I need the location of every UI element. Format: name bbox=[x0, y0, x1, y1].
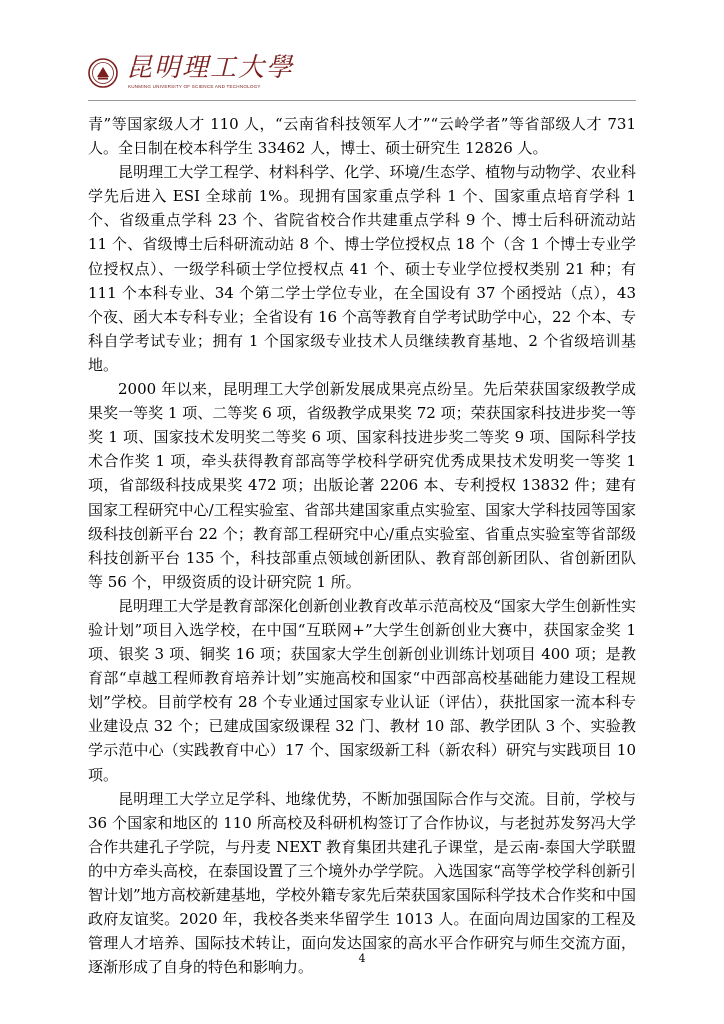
document-body bbox=[88, 112, 636, 979]
paragraph-international-cooperation: 昆明理工大学立足学科、地缘优势，不断加强国际合作与交流。目前，学校与 36 个国家和地区的 110 所高校及科研机构签订了合作协议，与老挝苏发努冯大学合作共建孔子学院，与丹麦 NEXT 教育集团共建孔子课堂，是云南-泰国大学联盟的中方牵头高校，在泰国设置了三个境外办学学院。入选国家“高等学校学科创新引智计划”地方高校新建基地，学校外籍专家先后荣获国家国际科学技术合作奖和中国政府友谊奖。2020 年，我校各类来华留学生 1013 人。在面向周边国家的工程及管理人才培养、国际技术转让，面向发达国家的高水平合作研究与师生交流方面，逐渐形成了自身的特色和影响力。 bbox=[88, 789, 636, 977]
logo-chinese-name: 昆明理工大學 bbox=[126, 53, 295, 83]
logo-english-name: KUNMING UNIVERSITY OF SCIENCE AND TECHNOLOGY bbox=[128, 84, 261, 89]
paragraph-continued: 青”等国家级人才 110 人，“云南省科技领军人才”“云岭学者”等省部级人才 731 人。全日制在校本科学生 33462 人，博士、硕士研究生 12826 人。 bbox=[88, 115, 636, 158]
university-header bbox=[88, 52, 295, 96]
page-number: 4 bbox=[358, 952, 366, 965]
paragraph-innovation-education: 昆明理工大学是教育部深化创新创业教育改革示范高校及“国家大学生创新性实验计划”项目入选学校，在中国“互联网+”大学生创新创业大赛中，获国家金奖 1 项、银奖 3 项、铜奖 16 项；获国家大学生创新创业训练计划项目 400 项；是教育部“卓越工程师教育培养计划”实施高校和国家“中西部高校基础能力建设工程规划”学校。目前学校有 28 个专业通过国家专业认证（评估），获批国家一流本科专业建设点 32 个；已建成国家级课程 32 门、教材 10 部、教学团队 3 个、实验教学示范中心（实践教育中心）17 个、国家级新工科（新农科）研究与实践项目 10 项。 bbox=[88, 596, 636, 784]
university-seal-icon bbox=[88, 58, 118, 88]
paragraph-disciplines: 昆明理工大学工程学、材料科学、化学、环境/生态学、植物与动物学、农业科学先后进入 ESI 全球前 1%。现拥有国家重点学科 1 个、国家重点培育学科 1 个、省级重点学科 23 个、省院省校合作共建重点学科 9 个、博士后科研流动站 11 个、省级博士后科研流动站 8 个、博士学位授权点 18 个（含 1 个博士专业学位授权点）、一级学科硕士学位授权点 41 个、硕士专业学位授权类别 21 种；有 111 个本科专业、34 个第二学士学位专业，在全国设有 37 个函授站（点），43 个夜、函大本专科专业；全省设有 16 个高等教育自学考试助学中心，22 个本、专科自学考试专业；拥有 1 个国家级专业技术人员继续教育基地、2 个省级培训基地。 bbox=[88, 163, 636, 374]
paragraph-achievements: 2000 年以来，昆明理工大学创新发展成果亮点纷呈。先后荣获国家级教学成果奖一等奖 1 项、二等奖 6 项，省级教学成果奖 72 项；荣获国家科技进步奖一等奖 1 项、国家技术发明奖二等奖 6 项、国家科技进步奖二等奖 9 项、国际科学技术合作奖 1 项，牵头获得教育部高等学校科学研究优秀成果技术发明奖一等奖 1 项，省部级科技成果奖 472 项；出版论著 2206 本、专利授权 13832 件；建有国家工程研究中心/工程实验室、省部共建国家重点实验室、国家大学科技园等国家级科技创新平台 22 个；教育部工程研究中心/重点实验室、省重点实验室等省部级科技创新平台 135 个，科技部重点领域创新团队、教育部创新团队、省创新团队等 56 个，甲级资质的设计研究院 1 所。 bbox=[88, 380, 636, 591]
header-divider bbox=[88, 100, 636, 101]
